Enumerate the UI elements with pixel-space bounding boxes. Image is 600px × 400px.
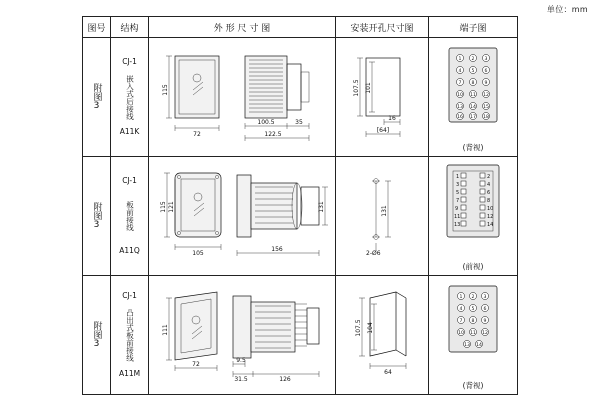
svg-text:4: 4 xyxy=(459,306,463,312)
svg-text:[64]: [64] xyxy=(376,127,390,134)
svg-text:111: 111 xyxy=(161,324,169,336)
cell-mount-2 xyxy=(335,157,428,276)
svg-text:9: 9 xyxy=(454,206,459,212)
svg-text:9.5: 9.5 xyxy=(236,357,246,364)
svg-text:122.5: 122.5 xyxy=(264,131,282,138)
svg-text:131: 131 xyxy=(380,205,388,217)
table-row xyxy=(83,38,518,157)
cell-outline-2 xyxy=(148,157,335,276)
svg-text:17: 17 xyxy=(470,114,476,120)
cell-terminal-1 xyxy=(428,38,517,157)
svg-text:100.5: 100.5 xyxy=(257,119,275,126)
struct-code-top-1: CJ-1 xyxy=(122,57,137,66)
svg-text:1: 1 xyxy=(459,294,463,300)
svg-text:131: 131 xyxy=(317,201,325,213)
svg-text:7: 7 xyxy=(455,198,460,204)
svg-text:2-Ø6: 2-Ø6 xyxy=(365,250,381,257)
svg-text:10: 10 xyxy=(458,330,464,336)
svg-text:9: 9 xyxy=(484,80,488,86)
struct-code-top-2: CJ-1 xyxy=(122,176,137,185)
svg-text:3: 3 xyxy=(483,294,487,300)
tunum-text-2: 附图3 xyxy=(91,202,102,230)
outline-drawing-1 xyxy=(149,38,335,156)
svg-text:11: 11 xyxy=(470,330,476,336)
svg-text:3: 3 xyxy=(455,182,460,188)
svg-text:31.5: 31.5 xyxy=(234,376,248,383)
tunum-label-3 xyxy=(83,315,110,355)
tunum-text-3: 附图3 xyxy=(91,321,102,349)
svg-text:64: 64 xyxy=(384,369,392,376)
struct-code-bottom-1: A11K xyxy=(119,127,140,136)
outline-drawing-3 xyxy=(149,276,335,394)
svg-text:8: 8 xyxy=(471,318,475,324)
tunum-text-1: 附图3 xyxy=(91,83,102,111)
table-row xyxy=(83,157,518,276)
terminal-drawing-2 xyxy=(429,157,517,275)
struct-block-3 xyxy=(111,287,148,383)
svg-text:1: 1 xyxy=(458,56,462,62)
svg-text:10: 10 xyxy=(457,92,463,98)
cell-tunum xyxy=(83,38,111,157)
cell-terminal-2 xyxy=(428,157,517,276)
svg-text:115: 115 xyxy=(159,201,167,213)
svg-text:11: 11 xyxy=(453,214,461,220)
svg-text:14: 14 xyxy=(486,222,494,228)
svg-text:72: 72 xyxy=(192,361,200,368)
terminal-drawing-1 xyxy=(429,38,517,156)
header-mount: 安装开孔尺寸图 xyxy=(335,17,428,38)
svg-text:5: 5 xyxy=(471,68,475,74)
svg-text:8: 8 xyxy=(471,80,475,86)
svg-text:11: 11 xyxy=(470,92,476,98)
svg-text:156: 156 xyxy=(271,246,283,253)
svg-text:13: 13 xyxy=(464,342,470,348)
svg-text:7: 7 xyxy=(459,318,463,324)
header-struct: 结构 xyxy=(111,17,149,38)
cell-struct xyxy=(111,276,149,395)
cell-mount-3 xyxy=(335,276,428,395)
terminal-drawing-3 xyxy=(429,276,517,394)
svg-text:16: 16 xyxy=(388,115,396,122)
cell-tunum xyxy=(83,157,111,276)
svg-text:7: 7 xyxy=(458,80,462,86)
svg-text:15: 15 xyxy=(483,104,489,110)
svg-text:8: 8 xyxy=(486,198,491,204)
svg-text:104: 104 xyxy=(366,322,374,334)
svg-text:5: 5 xyxy=(471,306,475,312)
svg-text:121: 121 xyxy=(167,201,175,213)
svg-text:2: 2 xyxy=(486,174,491,180)
svg-text:18: 18 xyxy=(483,114,489,120)
outline-drawing-2 xyxy=(149,157,335,275)
mount-drawing-3 xyxy=(336,276,428,394)
svg-text:72: 72 xyxy=(193,131,201,138)
cell-mount-1 xyxy=(335,38,428,157)
svg-text:5: 5 xyxy=(455,190,460,196)
svg-text:4: 4 xyxy=(486,182,491,188)
svg-text:105: 105 xyxy=(192,250,204,257)
cell-struct xyxy=(111,157,149,276)
struct-text-2: 板前接线 xyxy=(125,201,135,231)
cell-outline-1 xyxy=(148,38,335,157)
svg-text:16: 16 xyxy=(457,114,463,120)
svg-text:35: 35 xyxy=(295,119,303,126)
svg-text:107.5: 107.5 xyxy=(354,319,362,337)
table-row xyxy=(83,276,518,395)
svg-text:126: 126 xyxy=(279,376,291,383)
struct-block-2 xyxy=(111,172,148,260)
svg-text:12: 12 xyxy=(486,214,494,220)
header-terminal: 端子图 xyxy=(428,17,517,38)
svg-text:6: 6 xyxy=(486,190,491,196)
spec-table xyxy=(82,16,518,395)
svg-text:13: 13 xyxy=(457,104,463,110)
svg-text:3: 3 xyxy=(484,56,488,62)
terminal-note-2: (前视) xyxy=(462,262,484,271)
struct-code-bottom-2: A11Q xyxy=(119,246,140,255)
mount-drawing-2 xyxy=(336,157,428,275)
svg-text:13: 13 xyxy=(453,222,461,228)
terminal-note-1: (背视) xyxy=(462,143,484,152)
struct-code-top-3: CJ-1 xyxy=(122,291,137,300)
tunum-label-2 xyxy=(83,196,110,236)
struct-block-1 xyxy=(111,53,148,141)
unit-note: 单位：mm xyxy=(546,5,588,14)
svg-text:2: 2 xyxy=(471,56,475,62)
cell-outline-3 xyxy=(148,276,335,395)
struct-code-bottom-3: A11M xyxy=(118,369,141,378)
mount-drawing-1 xyxy=(336,38,428,156)
struct-text-3: 凸出式板前接线 xyxy=(125,308,135,362)
header-outline: 外 形 尺 寸 图 xyxy=(148,17,335,38)
header-tunum: 图号 xyxy=(83,17,111,38)
svg-text:4: 4 xyxy=(458,68,462,74)
svg-text:107.5: 107.5 xyxy=(352,79,360,97)
terminal-note-3: (背视) xyxy=(462,381,484,390)
svg-text:6: 6 xyxy=(483,306,487,312)
tunum-label-1 xyxy=(83,77,110,117)
svg-text:101: 101 xyxy=(364,82,372,94)
svg-text:1: 1 xyxy=(455,174,460,180)
svg-text:12: 12 xyxy=(482,330,488,336)
cell-tunum xyxy=(83,276,111,395)
svg-text:14: 14 xyxy=(476,342,482,348)
cell-terminal-3 xyxy=(428,276,517,395)
svg-text:12: 12 xyxy=(483,92,489,98)
svg-text:14: 14 xyxy=(470,104,476,110)
svg-text:2: 2 xyxy=(471,294,475,300)
svg-text:10: 10 xyxy=(486,206,494,212)
struct-text-1: 嵌入式后接线 xyxy=(125,74,135,120)
table-header-row xyxy=(83,17,518,38)
svg-text:9: 9 xyxy=(483,318,487,324)
cell-struct xyxy=(111,38,149,157)
svg-text:115: 115 xyxy=(161,84,169,96)
svg-text:6: 6 xyxy=(484,68,488,74)
